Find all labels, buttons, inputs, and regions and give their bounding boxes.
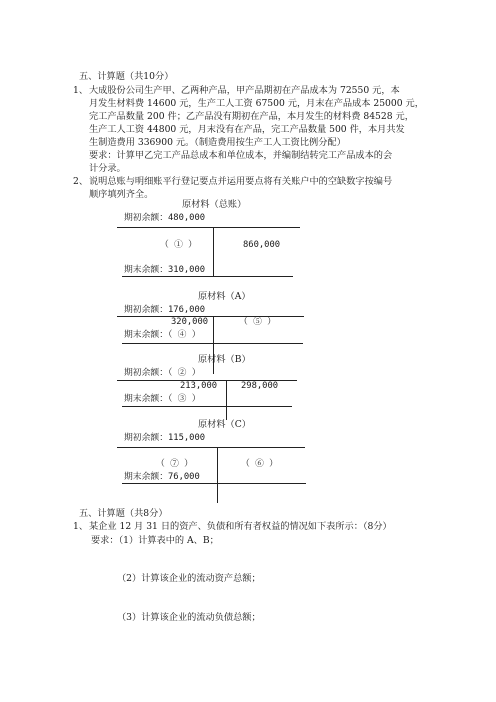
t-account-vertical-rule [213, 227, 214, 277]
question-text-line: 顺序填列齐全。 [89, 189, 154, 200]
account-closing-b: 期末余额：（ ③ ） [124, 394, 201, 404]
question-text-line: 要求：计算甲乙完工产品总成本和单位成本，并编制结转完工产品成本的会 [89, 150, 393, 161]
section-title: 五、计算题（共8分） [79, 508, 168, 519]
question-number: 1、 [73, 85, 89, 96]
account-closing-total: 期末余额：310,000 [124, 265, 206, 275]
question-text-line: 完工产品数量 200 件；乙产品没有期初在产品，本月发生的材料费 84528 元， [89, 111, 414, 122]
question-number: 1、 [73, 521, 89, 532]
question-text-line: 计分录。 [89, 163, 126, 174]
account-opening-a: 期初余额：176,000 [124, 305, 206, 315]
section-title: 五、计算题（共10分） [79, 71, 174, 82]
t-account-horizontal-rule [117, 227, 300, 228]
question-text-line: 大成股份公司生产甲、乙两种产品，甲产品期初在产品成本为 72550 元，本 [89, 85, 400, 96]
account-left-entry-b: 213,000 [180, 381, 218, 391]
account-title-b: 原材料（B） [198, 354, 251, 365]
account-opening-total: 期初余额：480,000 [124, 213, 206, 223]
question-requirement: （3）计算该企业的流动负债总额； [117, 612, 261, 623]
account-left-entry-a: 320,000 [171, 317, 209, 327]
account-opening-b: 期初余额：（ ② ） [124, 368, 201, 378]
t-account-closing-rule [122, 483, 306, 484]
question-text-line: 说明总账与明细账平行登记要点并运用要点将有关账户中的空缺数字按编号 [89, 176, 393, 187]
t-account-vertical-rule [217, 447, 218, 503]
account-left-entry-total: （ ① ） [160, 240, 197, 250]
question-text-line: 月发生材料费 14600 元，生产工人工资 67500 元，月末在产品成本 25000 元， [89, 98, 424, 109]
question-requirement: （2）计算该企业的流动资产总额； [117, 573, 261, 584]
t-account-closing-rule [122, 406, 292, 407]
account-right-entry-b: 298,000 [241, 381, 279, 391]
account-opening-c: 期初余额：115,000 [124, 433, 206, 443]
account-title-total: 原材料（总账） [182, 199, 247, 210]
t-account-closing-rule [122, 276, 293, 277]
question-text-line: 生产工人工资 44800 元，月末没有在产品，完工产品数量 500 件，本月共发 [89, 124, 405, 135]
account-right-entry-a: （ ⑤ ） [239, 317, 276, 327]
account-right-entry-total: 860,000 [243, 240, 281, 250]
t-account-horizontal-rule [117, 447, 305, 448]
account-title-c: 原材料（C） [198, 419, 251, 430]
account-right-entry-c: （ ⑥ ） [241, 459, 278, 469]
account-closing-a: 期末余额：（ ④ ） [124, 330, 201, 340]
t-account-vertical-rule [226, 380, 227, 420]
question-text-line: 某企业 12 月 31 日的资产、负债和所有者权益的情况如下表所示：（8分） [89, 521, 392, 532]
question-requirement: 要求：（1）计算表中的 A、B； [91, 535, 219, 546]
account-closing-c: 期末余额：76,000 [124, 472, 200, 482]
t-account-closing-rule [122, 343, 303, 344]
question-text-line: 生制造费用 336900 元。（制造费用按生产工人工资比例分配） [89, 137, 346, 148]
question-number: 2、 [73, 176, 89, 187]
account-left-entry-c: （ ⑦ ） [156, 459, 193, 469]
account-title-a: 原材料（A） [198, 291, 251, 302]
